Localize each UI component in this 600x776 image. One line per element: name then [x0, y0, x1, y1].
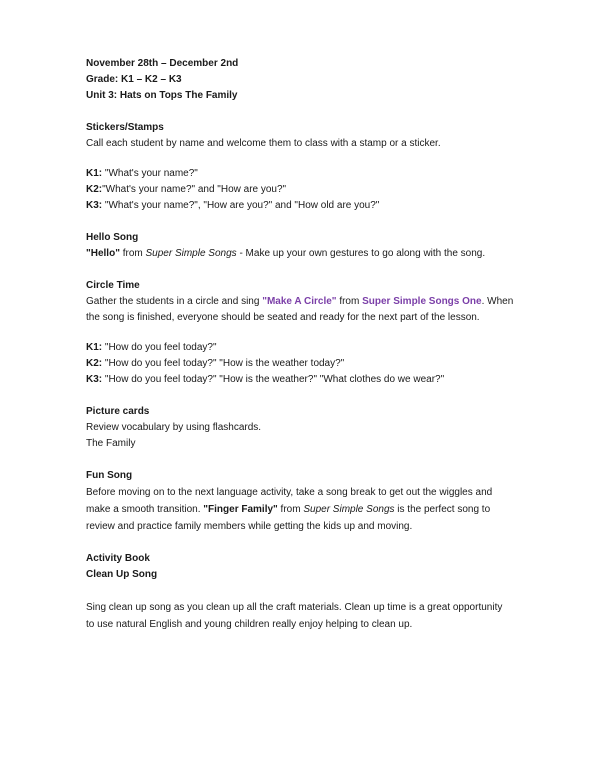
hello-body	[86, 246, 520, 262]
level-text: "How do you feel today?" "How is the weather today?"	[102, 358, 345, 369]
cleanup-line2: to use natural English and young children really enjoy helping to clean up.	[86, 619, 413, 630]
level-text: "What's your name?"	[102, 168, 198, 179]
section-heading-stickers: Stickers/Stamps	[86, 122, 164, 133]
stickers-k2	[86, 182, 520, 198]
song-title-link[interactable]: "Make A Circle"	[262, 296, 337, 307]
section-heading-clean-up: Clean Up Song	[86, 569, 158, 580]
circle-k1	[86, 340, 520, 356]
circle-body-line1	[86, 294, 520, 310]
level-label: K1:	[86, 342, 103, 353]
level-label: K2:	[86, 358, 103, 369]
section-heading-fun-song: Fun Song	[86, 470, 133, 481]
header-unit: Unit 3: Hats on Tops The Family	[86, 90, 238, 101]
fun-line3: review and practice family members while getting the kids up and moving.	[86, 521, 413, 532]
from-text: from	[119, 248, 146, 259]
circle-k2	[86, 356, 520, 372]
level-text: "What's your name?" and "How are you?"	[102, 184, 287, 195]
from-text: from	[336, 296, 363, 307]
level-text: "How do you feel today?"	[102, 342, 217, 353]
header-dates: November 28th – December 2nd	[86, 58, 239, 69]
from-text: from	[277, 504, 304, 515]
circle-k3	[86, 372, 520, 388]
song-source: Super Simple Songs	[145, 248, 237, 259]
header-grade: Grade: K1 – K2 – K3	[86, 74, 182, 85]
level-text: "How do you feel today?" "How is the weather?" "What clothes do we wear?"	[102, 374, 445, 385]
level-label: K2:	[86, 184, 103, 195]
level-text: "What's your name?", "How are you?" and "How old are you?"	[102, 200, 380, 211]
level-label: K3:	[86, 374, 103, 385]
fun-line1: Before moving on to the next language activity, take a song break to get out the wiggles and	[86, 487, 493, 498]
song-source-link[interactable]: Super Simple Songs One	[362, 296, 482, 307]
circle-body-line2: the song is finished, everyone should be seated and ready for the next part of the lesson.	[86, 312, 480, 323]
circle-pre: Gather the students in a circle and sing	[86, 296, 263, 307]
stickers-k1	[86, 166, 520, 182]
circle-rest: . When	[481, 296, 514, 307]
cleanup-line1: Sing clean up song as you clean up all the craft materials. Clean up time is a great opportunity	[86, 602, 503, 613]
section-heading-hello: Hello Song	[86, 232, 139, 243]
stickers-k3	[86, 198, 520, 214]
song-title: "Finger Family"	[203, 504, 278, 515]
picture-line1: Review vocabulary by using flashcards.	[86, 422, 262, 433]
fun-line2	[86, 501, 520, 518]
stickers-body: Call each student by name and welcome them to class with a stamp or a sticker.	[86, 138, 441, 149]
picture-line2: The Family	[86, 438, 136, 449]
hello-rest: - Make up your own gestures to go along with the song.	[236, 248, 486, 259]
section-heading-activity-book: Activity Book	[86, 553, 150, 564]
song-source: Super Simple Songs	[303, 504, 395, 515]
level-label: K1:	[86, 168, 103, 179]
section-heading-picture-cards: Picture cards	[86, 406, 150, 417]
song-title: "Hello"	[86, 248, 120, 259]
fun-rest: is the perfect song to	[394, 504, 491, 515]
section-heading-circle: Circle Time	[86, 280, 140, 291]
fun-pre: make a smooth transition.	[86, 504, 204, 515]
level-label: K3:	[86, 200, 103, 211]
